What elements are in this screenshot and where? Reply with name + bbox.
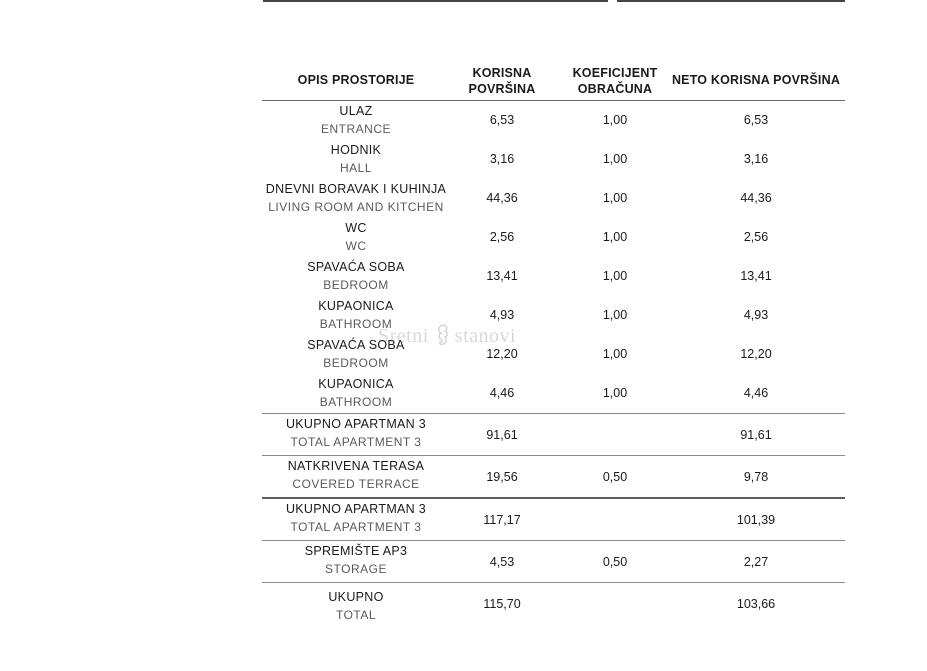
table-row bbox=[262, 140, 845, 179]
usable-area-value: 2,56 bbox=[489, 230, 515, 244]
net-area-value: 6,53 bbox=[743, 113, 769, 127]
room-name bbox=[262, 416, 450, 451]
room-name bbox=[262, 458, 450, 493]
table-row bbox=[262, 257, 845, 296]
room-name-en: BEDROOM bbox=[323, 356, 389, 370]
coefficient-value: 1,00 bbox=[602, 347, 628, 361]
room-name-hr: SPAVAĆA SOBA bbox=[307, 338, 405, 352]
room-name bbox=[262, 103, 450, 138]
table-row bbox=[262, 374, 845, 413]
net-area-value: 9,78 bbox=[743, 470, 769, 484]
room-name-en: HALL bbox=[339, 161, 373, 175]
room-name bbox=[262, 220, 450, 255]
watermark-text-right: stanovi bbox=[454, 325, 517, 347]
room-name-en: TOTAL APARTMENT 3 bbox=[290, 435, 422, 449]
room-name-en: COVERED TERRACE bbox=[292, 477, 420, 491]
coefficient-value: 1,00 bbox=[602, 230, 628, 244]
net-area-value: 4,46 bbox=[743, 386, 769, 400]
room-name-en: BEDROOM bbox=[323, 278, 389, 292]
usable-area-value: 44,36 bbox=[486, 191, 518, 205]
seahorse-logo-icon bbox=[433, 323, 451, 347]
coefficient-value: 1,00 bbox=[602, 308, 628, 322]
table-row bbox=[262, 540, 845, 582]
room-name-en: LIVING ROOM AND KITCHEN bbox=[268, 200, 444, 214]
room-name-hr: KUPAONICA bbox=[318, 377, 394, 391]
net-area-value: 44,36 bbox=[740, 191, 772, 205]
coefficient-value: 1,00 bbox=[602, 152, 628, 166]
net-area-value: 91,61 bbox=[740, 428, 772, 442]
total-row bbox=[262, 582, 845, 625]
usable-area-value: 12,20 bbox=[486, 347, 518, 361]
table-header bbox=[262, 60, 845, 101]
table-row bbox=[262, 101, 845, 140]
subtotal-row bbox=[262, 413, 845, 455]
net-area-value: 2,27 bbox=[743, 555, 769, 569]
usable-area-value: 13,41 bbox=[486, 269, 518, 283]
room-name-en: STORAGE bbox=[325, 562, 387, 576]
table-row bbox=[262, 335, 845, 374]
table-row bbox=[262, 455, 845, 497]
room-name-hr: NATKRIVENA TERASA bbox=[287, 459, 425, 473]
usable-area-value: 4,53 bbox=[489, 555, 515, 569]
net-area-value: 12,20 bbox=[740, 347, 772, 361]
room-name-en: BATHROOM bbox=[319, 317, 393, 331]
area-table bbox=[262, 60, 845, 625]
room-name-hr: HODNIK bbox=[330, 143, 382, 157]
table-row bbox=[262, 296, 845, 335]
room-name-hr: UKUPNO APARTMAN 3 bbox=[285, 502, 427, 516]
room-name bbox=[262, 543, 450, 578]
room-name-hr: ULAZ bbox=[339, 104, 373, 118]
room-name bbox=[262, 589, 450, 624]
room-name-hr: KUPAONICA bbox=[318, 299, 394, 313]
room-name-en: ENTRANCE bbox=[320, 122, 391, 136]
room-name bbox=[262, 501, 450, 536]
net-area-value: 13,41 bbox=[740, 269, 772, 283]
room-name-hr: UKUPNO APARTMAN 3 bbox=[285, 417, 427, 431]
room-name bbox=[262, 142, 450, 177]
coefficient-value: 0,50 bbox=[602, 470, 628, 484]
room-name-en: TOTAL APARTMENT 3 bbox=[290, 520, 422, 534]
top-border-line-left bbox=[263, 0, 608, 2]
usable-area-value: 117,17 bbox=[483, 513, 521, 527]
header-net-area: NETO KORISNA POVRŠINA bbox=[671, 73, 841, 87]
coefficient-value: 1,00 bbox=[602, 386, 628, 400]
watermark bbox=[378, 323, 516, 348]
room-name bbox=[262, 259, 450, 294]
coefficient-value: 1,00 bbox=[602, 113, 628, 127]
room-name-hr: UKUPNO bbox=[328, 590, 384, 604]
net-area-value: 103,66 bbox=[736, 597, 776, 611]
room-name-hr: SPAVAĆA SOBA bbox=[307, 260, 405, 274]
header-coefficient: KOEFICIJENT OBRAČUNA bbox=[572, 66, 658, 96]
usable-area-value: 115,70 bbox=[483, 597, 521, 611]
coefficient-value: 1,00 bbox=[602, 269, 628, 283]
watermark-text-left: Sretni bbox=[378, 325, 429, 347]
usable-area-value: 91,61 bbox=[486, 428, 518, 442]
usable-area-value: 4,46 bbox=[489, 386, 515, 400]
net-area-value: 2,56 bbox=[743, 230, 769, 244]
net-area-value: 3,16 bbox=[743, 152, 769, 166]
subtotal-row bbox=[262, 497, 845, 540]
room-name bbox=[262, 376, 450, 411]
usable-area-value: 6,53 bbox=[489, 113, 515, 127]
room-name-hr: SPREMIŠTE AP3 bbox=[304, 544, 408, 558]
coefficient-value: 0,50 bbox=[602, 555, 628, 569]
top-border-line-right bbox=[617, 0, 845, 2]
usable-area-value: 3,16 bbox=[489, 152, 515, 166]
room-name-en: TOTAL bbox=[335, 608, 377, 622]
room-name-hr: WC bbox=[345, 221, 367, 235]
table-row bbox=[262, 218, 845, 257]
table-row bbox=[262, 179, 845, 218]
net-area-value: 101,39 bbox=[736, 513, 776, 527]
header-usable-area: KORISNA POVRŠINA bbox=[468, 66, 536, 96]
coefficient-value: 1,00 bbox=[602, 191, 628, 205]
header-room: OPIS PROSTORIJE bbox=[297, 73, 415, 87]
net-area-value: 4,93 bbox=[743, 308, 769, 322]
usable-area-value: 4,93 bbox=[489, 308, 515, 322]
room-name-en: BATHROOM bbox=[319, 395, 393, 409]
room-name bbox=[262, 181, 450, 216]
room-name-hr: DNEVNI BORAVAK I KUHINJA bbox=[265, 182, 447, 196]
usable-area-value: 19,56 bbox=[486, 470, 518, 484]
room-name-en: WC bbox=[345, 239, 367, 253]
